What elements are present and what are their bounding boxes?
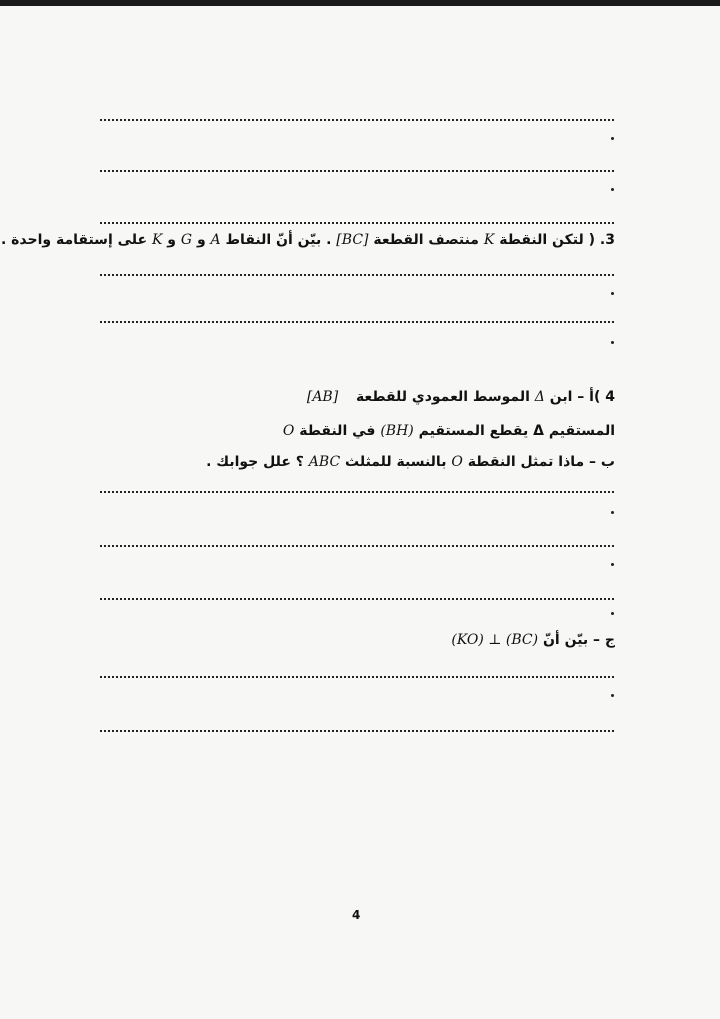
- segment-ab: [AB]: [306, 389, 339, 405]
- delta-symbol: Δ: [534, 389, 545, 405]
- answer-line: [100, 321, 614, 323]
- answer-line: [100, 222, 614, 224]
- question-3: [1, 232, 615, 248]
- page-number: 4: [352, 908, 361, 922]
- q4-text: في النقطة: [299, 423, 376, 439]
- answer-line: [100, 119, 614, 121]
- q3-and: و: [196, 232, 206, 248]
- question-number: 3.: [599, 232, 615, 248]
- q4a-text: الموسط العمودي للقطعة: [355, 389, 530, 405]
- triangle-abc: ABC: [308, 454, 341, 470]
- q3-text: على إستقامة واحدة .: [0, 232, 148, 248]
- margin-dot: [611, 612, 614, 615]
- q4a-text: )أ – ابن: [549, 389, 601, 405]
- answer-line: [100, 730, 614, 732]
- line-bh: (BH): [380, 423, 414, 439]
- margin-dot: [611, 563, 614, 566]
- answer-line: [100, 491, 614, 493]
- question-4-line2: [283, 423, 615, 439]
- q4b-text: ب – ماذا تمثل النقطة: [467, 454, 615, 470]
- answer-line: [100, 676, 614, 678]
- q4-text: المستقيم Δ يقطع المستقيم: [418, 423, 615, 439]
- answer-line: [100, 598, 614, 600]
- margin-dot: [611, 292, 614, 295]
- answer-line: [100, 170, 614, 172]
- question-4c: [451, 632, 615, 648]
- question-4a: [307, 389, 615, 405]
- point-k: K: [151, 232, 163, 248]
- q3-text: ( لتكن النقطة: [499, 232, 596, 248]
- point-o: O: [451, 454, 463, 470]
- margin-dot: [611, 137, 614, 140]
- var-k: K: [483, 232, 495, 248]
- q3-text: . بيّن أنّ النقاط: [225, 232, 332, 248]
- question-number: 4: [605, 389, 615, 405]
- q3-text: منتصف القطعة: [373, 232, 479, 248]
- point-o: O: [282, 423, 295, 439]
- point-a: A: [210, 232, 221, 248]
- q4b-text: ؟ علل جوابك .: [206, 454, 304, 470]
- answer-line: [100, 545, 614, 547]
- q4b-text: بالنسبة للمثلث: [345, 454, 447, 470]
- point-g: G: [180, 232, 193, 248]
- answer-line: [100, 274, 614, 276]
- segment-bc: [BC]: [336, 232, 369, 248]
- margin-dot: [611, 188, 614, 191]
- margin-dot: [611, 341, 614, 344]
- q4c-text: ج – بيّن أنّ: [542, 632, 615, 648]
- question-4b: [206, 454, 615, 470]
- q3-and: و: [167, 232, 176, 248]
- perpendicular-expression: (KO) ⊥ (BC): [451, 632, 539, 648]
- scan-edge: [0, 0, 720, 6]
- margin-dot: [611, 694, 614, 697]
- margin-dot: [611, 511, 614, 514]
